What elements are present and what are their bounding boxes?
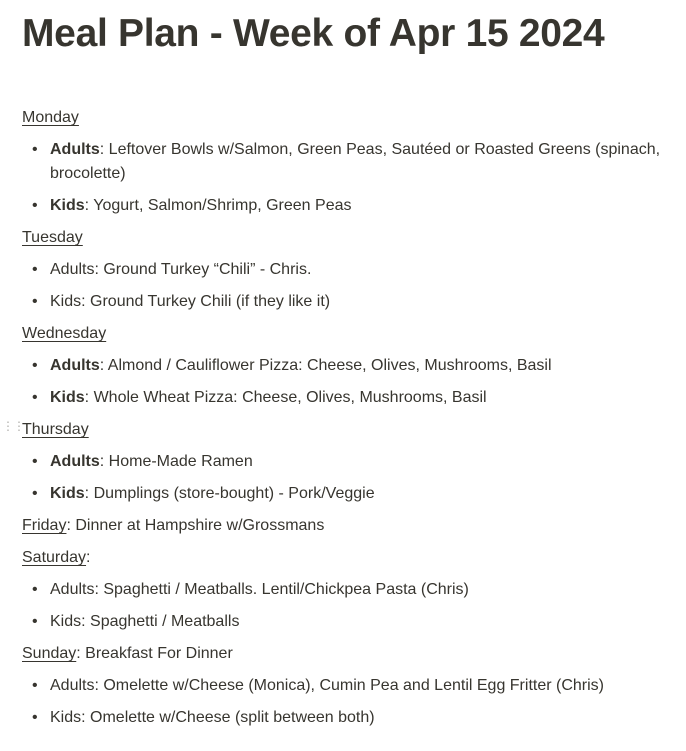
bullet-icon: •	[32, 581, 38, 598]
day-heading-friday[interactable]	[22, 510, 664, 542]
day-heading-tuesday[interactable]	[22, 222, 664, 254]
day-note: : Dinner at Hampshire w/Grossmans	[66, 517, 325, 534]
item-label: Adults	[50, 357, 100, 374]
meal-list-wednesday	[22, 350, 664, 414]
item-text: : Almond / Cauliflower Pizza: Cheese, Olives, Mushrooms, Basil	[99, 357, 552, 374]
list-item[interactable]	[22, 606, 664, 638]
bullet-icon: •	[32, 261, 38, 278]
bullet-icon: •	[32, 389, 38, 406]
day-heading-monday[interactable]	[22, 102, 664, 134]
bullet-icon: •	[32, 197, 38, 214]
day-name: Saturday	[22, 549, 87, 566]
item-label: Kids	[50, 197, 85, 214]
day-heading-sunday[interactable]	[22, 638, 664, 670]
meal-list-monday	[22, 134, 664, 222]
item-label: Kids	[50, 389, 85, 406]
item-text: Kids: Omelette w/Cheese (split between both)	[50, 709, 375, 726]
item-text: : Whole Wheat Pizza: Cheese, Olives, Mushrooms, Basil	[84, 389, 487, 406]
list-item[interactable]	[22, 478, 664, 510]
list-item[interactable]	[22, 670, 664, 702]
meal-list-sunday	[22, 670, 664, 734]
day-note: : Breakfast For Dinner	[76, 645, 233, 662]
item-text: Adults: Ground Turkey “Chili” - Chris.	[50, 261, 312, 278]
item-label: Adults	[50, 141, 100, 158]
item-text: : Yogurt, Salmon/Shrimp, Green Peas	[84, 197, 352, 214]
item-text: : Dumplings (store-bought) - Pork/Veggie	[84, 485, 375, 502]
meal-list-thursday	[22, 446, 664, 510]
day-name: Tuesday	[22, 229, 83, 246]
day-name: Friday	[22, 517, 67, 534]
bullet-icon: •	[32, 485, 38, 502]
day-heading-saturday[interactable]	[22, 542, 664, 574]
day-name: Monday	[22, 109, 79, 126]
day-name: Thursday	[22, 421, 89, 438]
item-label: Kids	[50, 485, 85, 502]
item-text: Kids: Ground Turkey Chili (if they like it)	[50, 293, 331, 310]
item-text: : Home-Made Ramen	[99, 453, 253, 470]
bullet-icon: •	[32, 141, 38, 158]
bullet-icon: •	[32, 293, 38, 310]
bullet-icon: •	[32, 677, 38, 694]
item-text: Kids: Spaghetti / Meatballs	[50, 613, 240, 630]
item-text: Adults: Omelette w/Cheese (Monica), Cumin Pea and Lentil Egg Fritter (Chris)	[50, 677, 604, 694]
item-label: Adults	[50, 453, 100, 470]
day-heading-thursday[interactable]	[2, 414, 664, 446]
item-text: : Leftover Bowls w/Salmon, Green Peas, Sautéed or Roasted Greens (spinach, brocolette)	[50, 141, 661, 182]
list-item[interactable]	[22, 190, 664, 222]
bullet-icon: •	[32, 357, 38, 374]
list-item[interactable]	[22, 134, 664, 190]
day-note: :	[86, 549, 91, 566]
day-name: Sunday	[22, 645, 77, 662]
list-item[interactable]	[22, 382, 664, 414]
meal-list-saturday	[22, 574, 664, 638]
list-item[interactable]	[22, 574, 664, 606]
list-item[interactable]	[22, 286, 664, 318]
list-item[interactable]	[22, 702, 664, 734]
drag-handle-icon[interactable]: ⋮⋮	[2, 419, 24, 433]
bullet-icon: •	[32, 453, 38, 470]
list-item[interactable]	[22, 350, 664, 382]
item-text: Adults: Spaghetti / Meatballs. Lentil/Chickpea Pasta (Chris)	[50, 581, 469, 598]
bullet-icon: •	[32, 613, 38, 630]
day-heading-wednesday[interactable]	[22, 318, 664, 350]
page-title[interactable]: Meal Plan - Week of Apr 15 2024	[22, 12, 605, 55]
list-item[interactable]	[22, 254, 664, 286]
meal-list-tuesday	[22, 254, 664, 318]
bullet-icon: •	[32, 709, 38, 726]
day-name: Wednesday	[22, 325, 107, 342]
list-item[interactable]	[22, 446, 664, 478]
